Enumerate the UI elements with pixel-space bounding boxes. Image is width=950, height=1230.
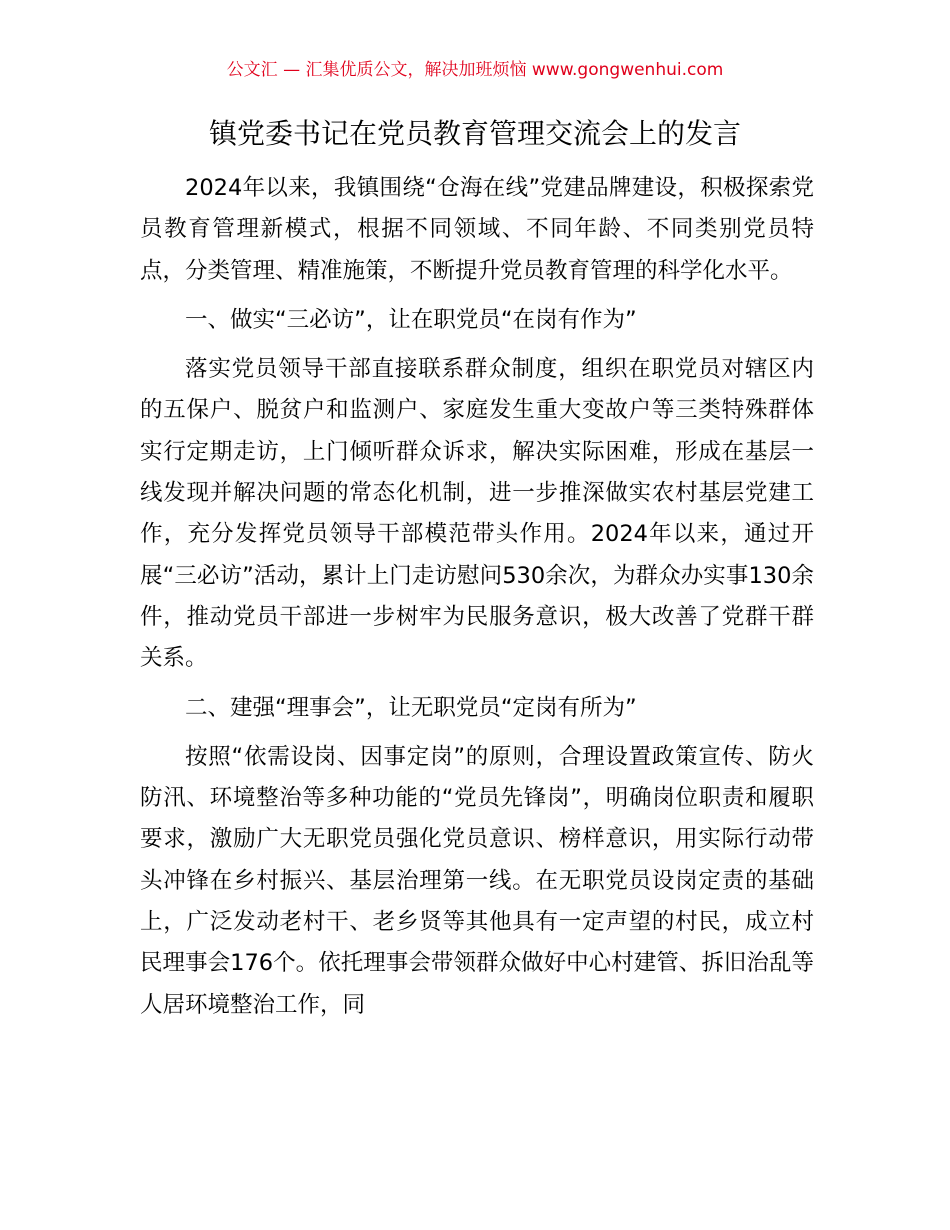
paragraph-section-1: 落实党员领导干部直接联系群众制度，组织在职党员对辖区内的五保户、脱贫户和监测户、家庭发生重大变故户等三类特殊群体实行定期走访，上门倾听群众诉求，解决实际困难，形成在基层一线发现并解决问题的常态化机制，进一步推深做实农村基层党建工作，充分发挥党员领导干部模范带头作用。2024年以来，通过开展“三必访”活动，累计上门走访慰问530余次，为群众办实事130余件，推动党员干部进一步树牢为民服务意识，极大改善了党群干群关系。 (140, 356, 814, 672)
paragraph-section-2: 按照“依需设岗、因事定岗”的原则，合理设置政策宣传、防火防汛、环境整治等多种功能的“党员先锋岗”，明确岗位职责和履职要求，激励广大无职党员强化党员意识、榜样意识，用实际行动带头冲锋在乡村振兴、基层治理第一线。在无职党员设岗定责的基础上，广泛发动老村干、老乡贤等其他具有一定声望的村民，成立村民理事会176个。依托理事会带领群众做好中心村建管、拆旧治乱等人居环境整治工作，同 (140, 743, 814, 1018)
document-title: 镇党委书记在党员教育管理交流会上的发言 (208, 117, 741, 150)
document-body (140, 168, 814, 1034)
paragraph-intro: 2024年以来，我镇围绕“仓海在线”党建品牌建设，积极探索党员教育管理新模式，根据不同领域、不同年龄、不同类别党员特点，分类管理、精准施策，不断提升党员教育管理的科学化水平。 (140, 175, 814, 284)
site-header-banner: 公文汇 — 汇集优质公文，解决加班烦恼 www.gongwenhui.com (226, 60, 724, 80)
section-heading-2: 二、建强“理事会”，让无职党员“定岗有所为” (185, 694, 637, 721)
section-heading-1: 一、做实“三必访”，让在职党员“在岗有作为” (185, 306, 637, 333)
